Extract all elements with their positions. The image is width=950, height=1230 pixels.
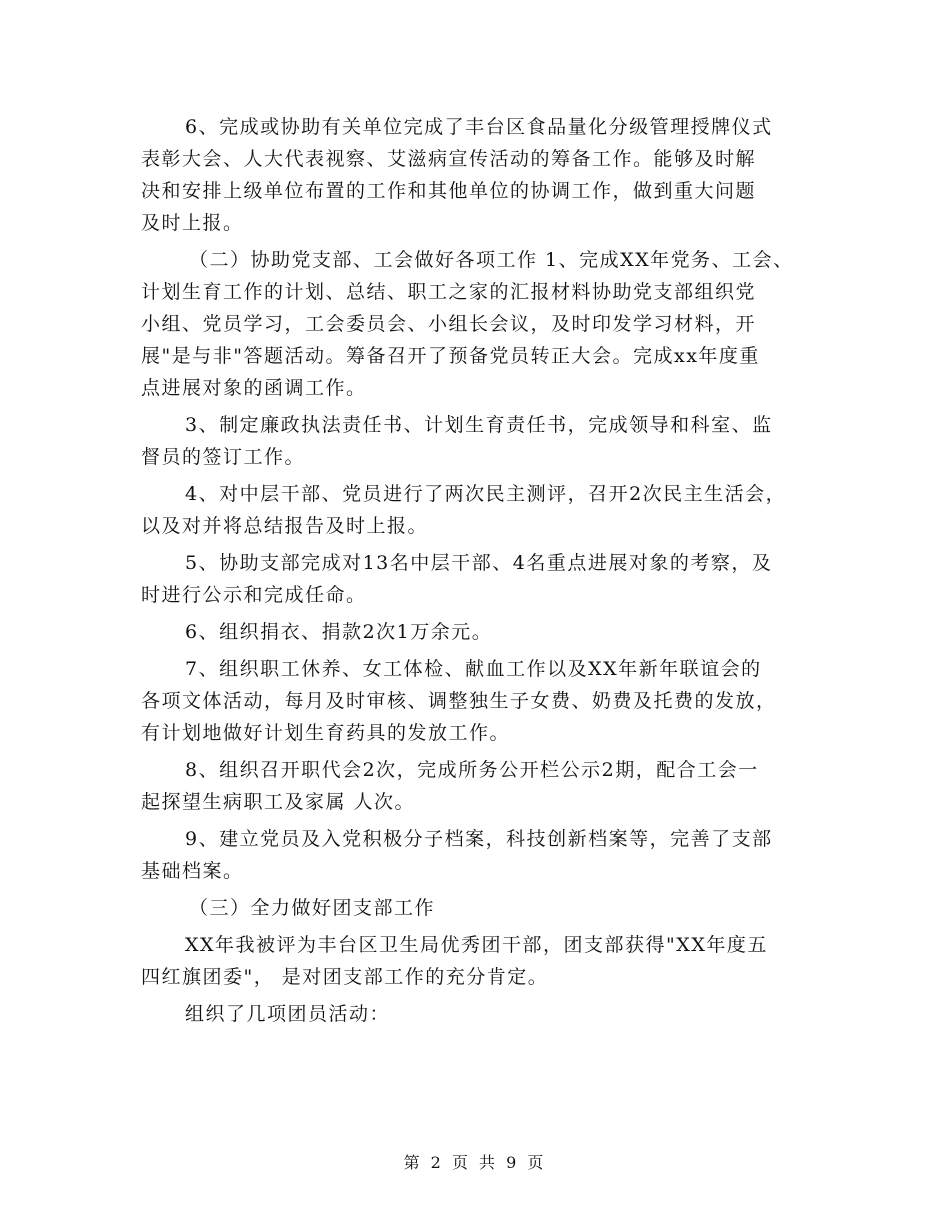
paragraph-line: 时进行公示和完成任命。 bbox=[141, 584, 367, 606]
paragraph-line: 6、完成或协助有关单位完成了丰台区食品量化分级管理授牌仪式 bbox=[185, 116, 773, 138]
page-number-footer: 第 2 页 共 9 页 bbox=[403, 1153, 547, 1172]
paragraph-line: 展"是与非"答题活动。筹备召开了预备党员转正大会。完成xx年度重 bbox=[141, 345, 760, 367]
paragraph-line: 4、对中层干部、党员进行了两次民主测评，召开2次民主生活会， bbox=[185, 483, 787, 505]
paragraph-line: 有计划地做好计划生育药具的发放工作。 bbox=[141, 722, 511, 744]
paragraph-line: 5、协助支部完成对13名中层干部、4名重点进展对象的考察，及 bbox=[185, 552, 773, 574]
section-heading-line: （三）全力做好团支部工作 bbox=[189, 897, 436, 919]
paragraph-line: 起探望生病职工及家属 人次。 bbox=[141, 791, 416, 813]
paragraph-line: 以及对并将总结报告及时上报。 bbox=[141, 515, 429, 537]
paragraph-line: 7、组织职工休养、女工体检、献血工作以及XX年新年联谊会的 bbox=[185, 658, 762, 680]
paragraph-line: 小组、党员学习，工会委员会、小组长会议，及时印发学习材料，开 bbox=[141, 313, 757, 335]
document-body bbox=[141, 111, 821, 1030]
paragraph-line: 3、制定廉政执法责任书、计划生育责任书，完成领导和科室、监 bbox=[185, 414, 773, 436]
section-heading-line: （二）协助党支部、工会做好各项工作 1、完成XX年党务、工会、 bbox=[189, 249, 794, 271]
paragraph-line: 9、建立党员及入党积极分子档案，科技创新档案等，完善了支部 bbox=[185, 828, 773, 850]
paragraph-line: 点进展对象的函调工作。 bbox=[141, 377, 367, 399]
paragraph-line: 四红旗团委"， 是对团支部工作的充分肯定。 bbox=[141, 966, 549, 988]
paragraph-line: 决和安排上级单位布置的工作和其他单位的协调工作，做到重大问题 bbox=[141, 180, 757, 202]
paragraph-line: 计划生育工作的计划、总结、职工之家的汇报材料协助党支部组织党 bbox=[141, 281, 757, 303]
paragraph-line: 基础档案。 bbox=[141, 860, 244, 882]
paragraph-line: 各项文体活动，每月及时审核、调整独生子女费、奶费及托费的发放， bbox=[141, 690, 777, 712]
paragraph-line: 表彰大会、人大代表视察、艾滋病宣传活动的筹备工作。能够及时解 bbox=[141, 148, 757, 170]
paragraph-line: 及时上报。 bbox=[141, 212, 244, 234]
paragraph-line: XX年我被评为丰台区卫生局优秀团干部，团支部获得"XX年度五 bbox=[185, 934, 768, 956]
paragraph-line: 8、组织召开职代会2次，完成所务公开栏公示2期，配合工会一 bbox=[185, 759, 759, 781]
paragraph-line: 组织了几项团员活动： bbox=[185, 1003, 391, 1025]
paragraph-line: 6、组织捐衣、捐款2次1万余元。 bbox=[185, 621, 493, 643]
paragraph-line: 督员的签订工作。 bbox=[141, 446, 306, 468]
